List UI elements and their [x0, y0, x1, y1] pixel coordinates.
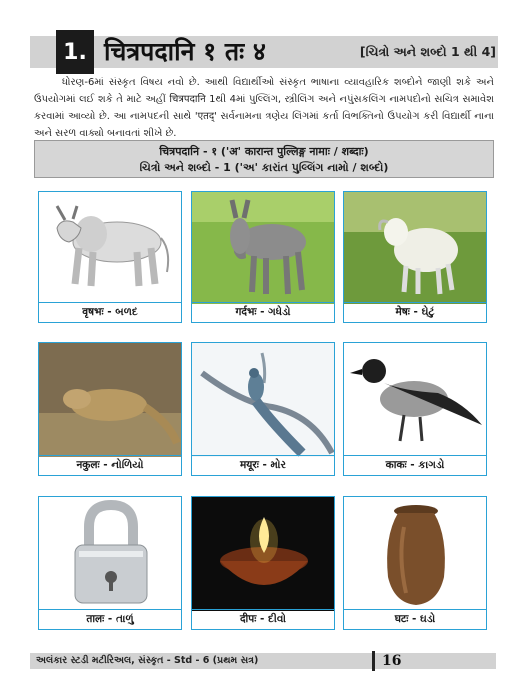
mongoose-icon	[39, 343, 181, 457]
section-heading-box	[34, 140, 494, 178]
intro-paragraph: ધોરણ-6માં સંસ્કૃત વિષય નવો છે. આથી વિદ્યાર્થીઓ સંસ્કૃત ભાષાના વ્યાવહારિક શબ્દોને જાણી શકે અને ઉપયોગમાં લઈ શકે તે માટે અહીં चित्रपदानि 1થી 4માં પુલ્લિંગ, સ્ત્રીલિંગ અને નપુંસકલિંગ નામપદોનો સચિત્ર સમાવેશ કરવામાં આવ્યો છે. આ નામપદની સાથે 'एतद्' સર્વનામના ત્રણેય લિંગમાં કર્તા વિભક્તિનો ઉપયોગ કરી વિદ્યાર્થી નાના અને સરળ વાક્યો બનાવતાં શીખે છે.	[34, 77, 494, 139]
picture-card-donkey	[191, 191, 335, 323]
card-caption: तालः - તાળું	[39, 609, 181, 629]
page-subtitle: [ચિત્રો અને શબ્દો 1 થી 4]	[359, 44, 496, 59]
card-caption: काकः - કાગડો	[344, 455, 486, 475]
picture-card-sheep	[343, 191, 487, 323]
card-caption: दीपः - દીવો	[192, 609, 334, 629]
peacock-icon	[192, 343, 334, 457]
card-caption: वृषभः - બળદ	[39, 302, 181, 322]
footer-divider	[372, 651, 375, 671]
card-caption: गर्दभः - ગધેડો	[192, 302, 334, 322]
picture-card-pot	[343, 496, 487, 630]
picture-card-mongoose	[38, 342, 182, 476]
bull-icon	[39, 192, 181, 304]
picture-card-lamp	[191, 496, 335, 630]
section-heading-sanskrit: चित्रपदानि - १ ('अ' कारान्त पुल्लिङ्ग नामाः / शब्दाः)	[159, 145, 369, 158]
card-caption: नकुलः - નોળિયો	[39, 455, 181, 475]
picture-card-crow	[343, 342, 487, 476]
section-heading-gujarati: ચિત્રો અને શબ્દો - 1 ('અ' કારાંત પુલ્લિંગ નામો / શબ્દો)	[139, 161, 389, 174]
donkey-icon	[192, 192, 334, 304]
footer-text: અલંકાર સ્ટડી મટીરિઅલ, સંસ્કૃત - Std - 6 (પ્રથમ સત્ર)	[36, 655, 259, 666]
lock-icon	[39, 497, 181, 611]
chapter-number: 1.	[56, 30, 94, 74]
picture-card-lock	[38, 496, 182, 630]
pot-icon	[344, 497, 486, 611]
sheep-icon	[344, 192, 486, 304]
card-caption: घटः - ઘડો	[344, 609, 486, 629]
card-caption: मयूरः - મોર	[192, 455, 334, 475]
lamp-icon	[192, 497, 334, 611]
crow-icon	[344, 343, 486, 457]
card-caption: मेषः - ઘેટું	[344, 302, 486, 322]
picture-card-bull	[38, 191, 182, 323]
page-title: चित्रपदानि १ तः ४	[104, 37, 266, 66]
page-number: 16	[382, 653, 402, 669]
picture-card-peacock	[191, 342, 335, 476]
